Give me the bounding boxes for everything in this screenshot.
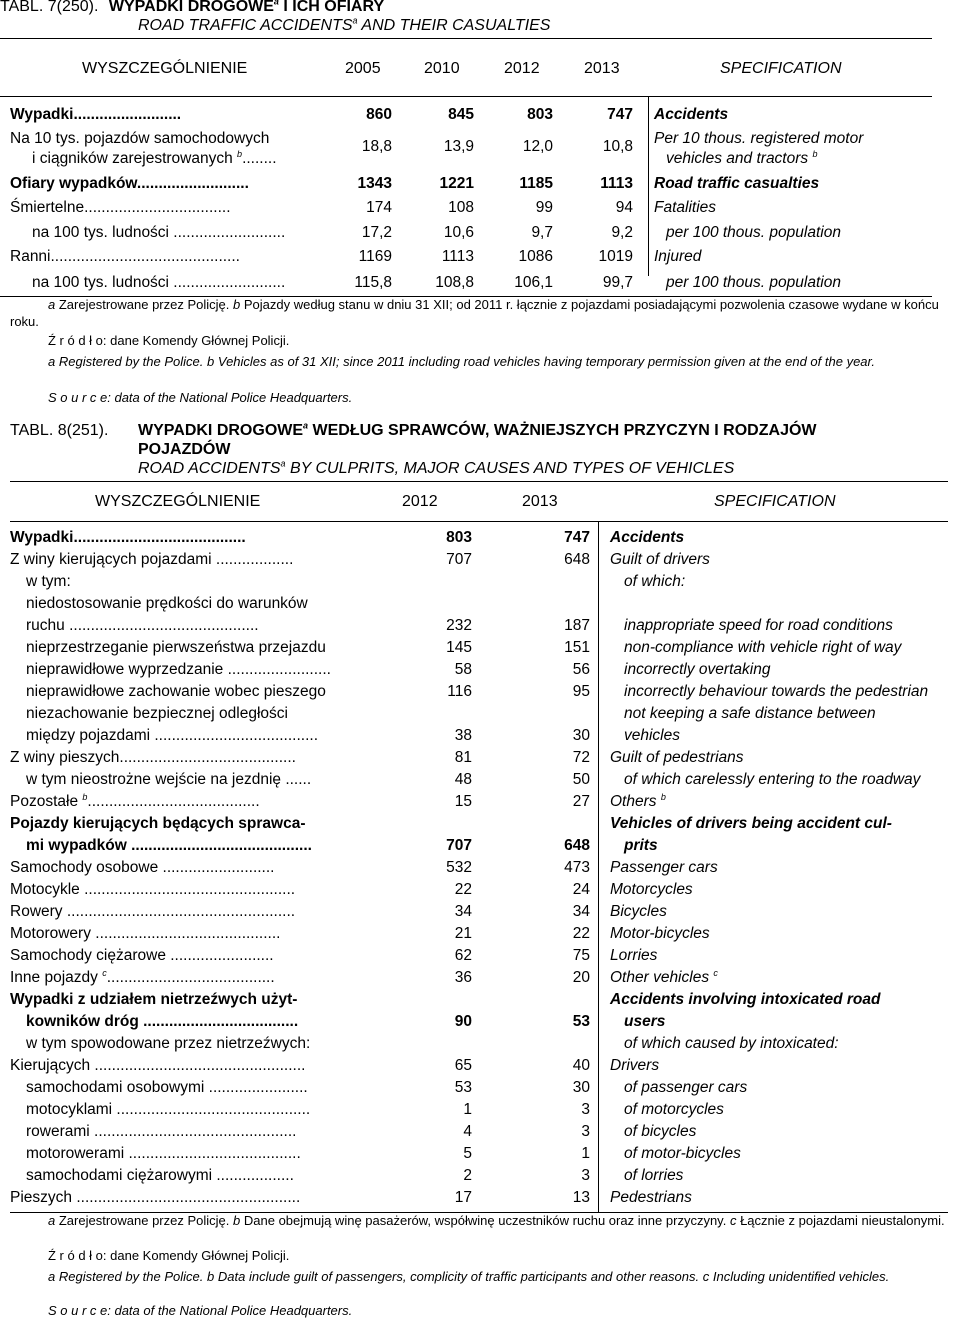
value-cell: 27 [572,793,590,810]
value-cell: 30 [572,1079,590,1096]
value-cell: 95 [572,683,590,700]
table7-row [0,222,960,244]
value-cell: 232 [446,617,472,634]
table8-footnote-pl: a Zarejestrowane przez Policję. b Dane obejmują winę pasażerów, współwinę uczestników ruchu oraz inne przyczyny. c Łącznie z pojazdami nieustalonymi. [48,1213,945,1228]
table7-title [0,0,384,17]
table7-title-pl: WYPADKI DROGOWE$^a$ I ICH OFIARY [108,0,385,15]
table8-row [0,527,960,549]
row-label-pl: na 100 tys. ludności .......................... [32,274,286,291]
table7-row [0,104,960,126]
table7-title-en: ROAD TRAFFIC ACCIDENTS$^a$ AND THEIR CASUALTIES [138,15,551,34]
row-label-en: Injured [654,248,702,265]
row-label-en: of motor-bicycles [624,1145,741,1162]
value-cell: 10,8 [602,138,633,155]
value-cell: 1221 [439,175,474,192]
row-label-pl: Motocykle ................................................. [10,881,296,898]
value-cell: 34 [572,903,590,920]
value-cell: 707 [446,837,472,854]
value-cell: 17 [454,1189,472,1206]
row-label-pl: Wypadki z udziałem nietrzeźwych użyt- [10,991,298,1008]
row-label-en: Fatalities [654,199,717,216]
value-cell: 90 [454,1013,472,1030]
divider [0,96,932,97]
divider [10,481,948,482]
table7-footnote-en: a Registered by the Police. b Vehicles as of 31 XII; since 2011 including road vehicles having temporary permission given at the end of the year. [48,354,875,369]
table7-row [0,246,960,268]
row-label-en: of which caused by intoxicated: [624,1035,839,1052]
table8-row [0,923,960,945]
value-cell: 62 [454,947,472,964]
table8-row [0,769,960,791]
row-label-en: Road traffic casualties [654,175,820,192]
value-cell: 1 [581,1145,590,1162]
table8-row [0,901,960,923]
row-label-pl: ruchu ............................................ [26,617,259,634]
row-label-en: inappropriate speed for road conditions [624,617,893,634]
table8-row [0,1033,960,1055]
table8-row [0,593,960,615]
table8-row [0,813,960,835]
table8-row [0,747,960,769]
row-label-pl: Śmiertelne.................................. [10,199,231,216]
value-cell: 803 [527,106,553,123]
value-cell: 94 [615,199,633,216]
value-cell: 58 [454,661,472,678]
row-label-en: prits [624,837,658,854]
value-cell: 18,8 [361,138,392,155]
value-cell: 648 [564,551,590,568]
row-label-en: Motorcycles [610,881,693,898]
table8-head-2012: 2012 [402,493,438,510]
value-cell: 1113 [600,175,633,192]
table7-head-2012: 2012 [504,60,540,77]
value-cell: 38 [454,727,472,744]
table7-head-2010: 2010 [424,60,460,77]
row-label-pl-cont: i ciągników zarejestrowanych $^b$........ [32,148,277,167]
value-cell: 81 [454,749,472,766]
table8-title-pl: WYPADKI DROGOWE$^a$ WEDŁUG SPRAWCÓW, WAŻNIEJSZYCH PRZYCZYN I RODZAJÓW [138,420,817,439]
row-label-pl: nieprawidłowe wyprzedzanie ........................ [26,661,331,678]
table7-row [0,197,960,219]
table8-row [0,637,960,659]
row-label-en: of motorcycles [624,1101,724,1118]
row-label-en: of which carelessly entering to the roadway [624,771,921,788]
row-label-en: Accidents [610,529,685,546]
table8-row [0,989,960,1011]
row-label-en: of lorries [624,1167,684,1184]
row-label-pl: samochodami ciężarowymi .................. [26,1167,294,1184]
table8-row [0,703,960,725]
value-cell: 747 [564,529,590,546]
table7-head-2013: 2013 [584,60,620,77]
value-cell: 151 [564,639,590,656]
value-cell: 17,2 [361,224,392,241]
table8-row [0,879,960,901]
row-label-pl: niedostosowanie prędkości do warunków [26,595,308,612]
table8-row [0,857,960,879]
table7-row [0,272,960,294]
row-label-pl: niezachowanie bezpiecznej odległości [26,705,288,722]
table8-row [0,967,960,989]
row-label-en: Passenger cars [610,859,718,876]
value-cell: 2 [463,1167,472,1184]
row-label-pl: Z winy pieszych......................................... [10,749,296,766]
row-label-pl: Motorowery ........................................... [10,925,281,942]
table7-head-en: SPECIFICATION [720,60,842,77]
row-label-en: Guilt of pedestrians [610,749,744,766]
value-cell: 56 [572,661,590,678]
value-cell: 9,2 [611,224,633,241]
row-label-pl: Wypadki......................... [10,106,182,123]
table7-row [0,128,960,167]
row-label-pl: mi wypadków .......................................... [26,837,312,854]
row-label-pl: Samochody ciężarowe ........................ [10,947,274,964]
table7-source-pl: Ź r ó d ł o: dane Komendy Głównej Policji. [48,333,290,348]
value-cell: 21 [454,925,472,942]
row-label-pl: Pieszych .................................................... [10,1189,301,1206]
value-cell: 99,7 [602,274,633,291]
table8-row [0,791,960,813]
row-label-en: incorrectly overtaking [624,661,771,678]
value-cell: 860 [366,106,392,123]
value-cell: 747 [607,106,633,123]
table8-row [0,549,960,571]
row-label-en: Per 10 thous. registered motor [654,130,864,147]
table8-row [0,1011,960,1033]
table8-source-en: S o u r c e: data of the National Police Headquarters. [48,1303,353,1318]
row-label-pl: Ofiary wypadków.......................... [10,175,249,192]
table8-row [0,1055,960,1077]
row-label-en: Pedestrians [610,1189,692,1206]
value-cell: 106,1 [514,274,553,291]
value-cell: 40 [572,1057,590,1074]
row-label-pl: w tym spowodowane przez nietrzeźwych: [26,1035,311,1052]
value-cell: 648 [564,837,590,854]
value-cell: 1019 [598,248,633,265]
value-cell: 707 [446,551,472,568]
value-cell: 13,9 [443,138,474,155]
row-label-pl: nieprawidłowe zachowanie wobec pieszego [26,683,326,700]
value-cell: 1113 [441,248,474,265]
row-label-pl: Z winy kierujących pojazdami .................. [10,551,294,568]
row-label-pl: nieprzestrzeganie pierwszeństwa przejazdu [26,639,326,656]
value-cell: 473 [564,859,590,876]
row-label-en: Guilt of drivers [610,551,710,568]
row-label-pl: Kierujących ................................................. [10,1057,306,1074]
row-label-pl: w tym nieostrożne wejście na jezdnię ...... [26,771,312,788]
row-label-en: per 100 thous. population [666,224,841,241]
row-label-en: Drivers [610,1057,660,1074]
value-cell: 53 [572,1013,590,1030]
row-label-pl: Rowery ..................................................... [10,903,296,920]
row-label-en: Accidents [654,106,729,123]
row-label-en: per 100 thous. population [666,274,841,291]
row-label-pl: kowników dróg .................................... [26,1013,299,1030]
value-cell: 3 [581,1167,590,1184]
row-label-pl: Pojazdy kierujących będących sprawca- [10,815,306,832]
table8-head-pl: WYSZCZEGÓLNIENIE [95,493,261,510]
table8-footnote-en: a Registered by the Police. b Data include guilt of passengers, complicity of traffic participants and other reasons. c Including unidentified vehicles. [48,1269,890,1284]
value-cell: 1169 [358,248,392,265]
value-cell: 53 [454,1079,472,1096]
table8-row [0,1143,960,1165]
table8-title-en: ROAD ACCIDENTS$^a$ BY CULPRITS, MAJOR CAUSES AND TYPES OF VEHICLES [138,458,735,477]
table8-row [0,725,960,747]
row-label-en-cont: vehicles and tractors $^b$ [666,148,818,167]
table8-row [0,681,960,703]
row-label-en: Bicycles [610,903,667,920]
value-cell: 108,8 [435,274,474,291]
table7-footnote-pl: a Zarejestrowane przez Policję. b Pojazdy według stanu w dniu 31 XII; od 2011 r. łącznie z pojazdami posiadającymi pozwolenia czasowe wydane w końcu roku. [10,297,939,329]
value-cell: 3 [581,1123,590,1140]
row-label-en: Others $^b$ [610,791,666,810]
row-label-pl: między pojazdami ...................................... [26,727,319,744]
table8-source-pl: Ź r ó d ł o: dane Komendy Głównej Policji. [48,1248,290,1263]
row-label-en: Lorries [610,947,658,964]
value-cell: 72 [572,749,590,766]
value-cell: 99 [535,199,553,216]
value-cell: 30 [572,727,590,744]
table8-title-pl-2: POJAZDÓW [138,441,231,458]
table8-head-2013: 2013 [522,493,558,510]
row-label-en: Motor-bicycles [610,925,710,942]
row-label-en: vehicles [624,727,680,744]
row-label-pl: samochodami osobowymi ....................... [26,1079,308,1096]
value-cell: 174 [366,199,392,216]
value-cell: 65 [454,1057,472,1074]
value-cell: 22 [454,881,472,898]
table8-row [0,659,960,681]
table8-row [0,1121,960,1143]
value-cell: 845 [448,106,474,123]
value-cell: 48 [454,771,472,788]
value-cell: 36 [454,969,472,986]
row-label-en: Other vehicles $^c$ [610,967,718,986]
table7-row [0,173,960,195]
table8-row [0,571,960,593]
value-cell: 75 [572,947,590,964]
table7-source-en: S o u r c e: data of the National Police Headquarters. [48,390,353,405]
table8-row [0,1165,960,1187]
table7-head-pl: WYSZCZEGÓLNIENIE [82,60,248,77]
row-label-pl: Samochody osobowe .......................... [10,859,275,876]
row-label-en: incorrectly behaviour towards the pedestrian [624,683,929,700]
table8-label: TABL. 8(251). [10,422,109,439]
table8-row [0,615,960,637]
value-cell: 24 [572,881,590,898]
row-label-en: of which: [624,573,686,590]
value-cell: 10,6 [443,224,474,241]
table8-row [0,945,960,967]
value-cell: 34 [454,903,472,920]
row-label-pl: rowerami ............................................... [26,1123,297,1140]
value-cell: 532 [446,859,472,876]
row-label-pl: motorowerami ........................................ [26,1145,301,1162]
row-label-en: not keeping a safe distance between [624,705,876,722]
row-label-pl: Na 10 tys. pojazdów samochodowych [10,130,270,147]
value-cell: 1185 [519,175,553,192]
value-cell: 15 [454,793,472,810]
value-cell: 108 [448,199,474,216]
table7-head-2005: 2005 [345,60,381,77]
divider [0,38,932,39]
table8-row [0,1187,960,1209]
row-label-en: Accidents involving intoxicated road [610,991,881,1008]
divider [10,521,948,522]
value-cell: 1086 [518,248,553,265]
value-cell: 50 [572,771,590,788]
value-cell: 116 [447,683,472,700]
value-cell: 13 [572,1189,590,1206]
value-cell: 3 [581,1101,590,1118]
table8-row [0,1099,960,1121]
row-label-en: non-compliance with vehicle right of way [624,639,902,656]
row-label-pl: motocyklami ............................................. [26,1101,311,1118]
table8-head-en: SPECIFICATION [714,493,836,510]
row-label-pl: Inne pojazdy $^c$....................................... [10,967,275,986]
value-cell: 5 [463,1145,472,1162]
value-cell: 22 [572,925,590,942]
value-cell: 115,8 [354,274,392,291]
value-cell: 803 [446,529,472,546]
table8-row [0,835,960,857]
row-label-en: Vehicles of drivers being accident cul- [610,815,892,832]
value-cell: 20 [572,969,590,986]
row-label-en: of bicycles [624,1123,697,1140]
value-cell: 145 [446,639,472,656]
row-label-pl: w tym: [26,573,71,590]
table7-label: TABL. 7(250). [0,0,99,15]
row-label-pl: Ranni............................................ [10,248,240,265]
value-cell: 9,7 [531,224,553,241]
value-cell: 187 [564,617,590,634]
value-cell: 12,0 [522,138,553,155]
value-cell: 1 [463,1101,472,1118]
row-label-en: of passenger cars [624,1079,748,1096]
row-label-en: users [624,1013,666,1030]
value-cell: 4 [463,1123,472,1140]
value-cell: 1343 [357,175,392,192]
row-label-pl: Pozostałe $^b$........................................ [10,791,260,810]
row-label-pl: na 100 tys. ludności .......................... [32,224,286,241]
table8-row [0,1077,960,1099]
row-label-pl: Wypadki........................................ [10,529,246,546]
